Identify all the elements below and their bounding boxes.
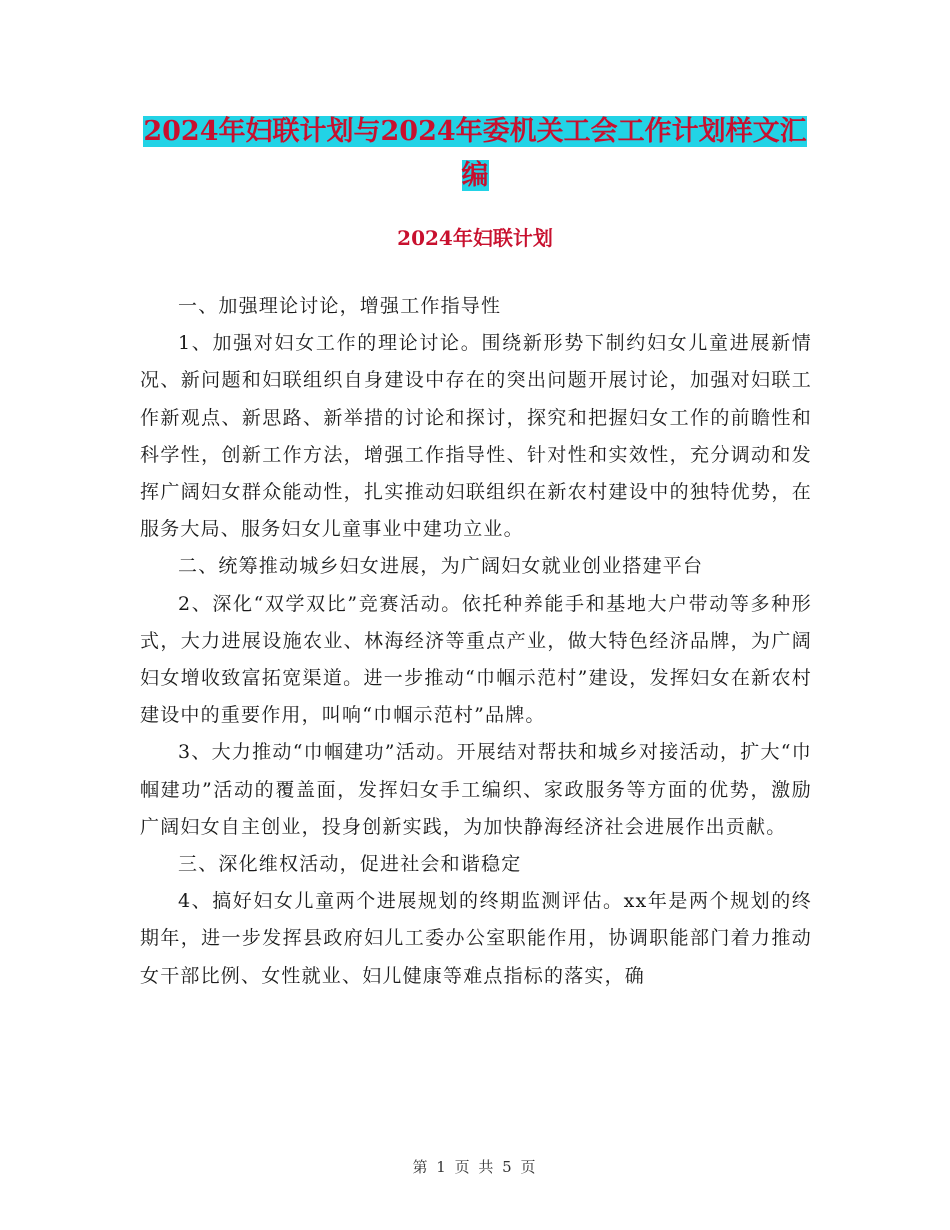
body-text: [140, 288, 812, 995]
heading-3: 三、深化维权活动，促进社会和谐稳定: [178, 853, 522, 876]
paragraph-2: 2、深化“双学双比”竞赛活动。依托种养能手和基地大户带动等多种形式，大力进展设施农业、林海经济等重点产业，做大特色经济品牌，为广阔妇女增收致富拓宽渠道。进一步推动“巾帼示范村”建设，发挥妇女在新农村建设中的重要作用，叫响“巾帼示范村”品牌。: [140, 592, 812, 727]
title-line-1: 2024年妇联计划与2024年委机关工会工作计划样文汇: [143, 116, 807, 147]
paragraph-1: 1、加强对妇女工作的理论讨论。围绕新形势下制约妇女儿童进展新情况、新问题和妇联组织自身建设中存在的突出问题开展讨论，加强对妇联工作新观点、新思路、新举措的讨论和探讨，探究和把握妇女工作的前瞻性和科学性，创新工作方法，增强工作指导性、针对性和实效性，充分调动和发挥广阔妇女群众能动性，扎实推动妇联组织在新农村建设中的独特优势，在服务大局、服务妇女儿童事业中建功立业。: [140, 332, 812, 541]
page-footer: 第 1 页 共 5 页: [412, 1158, 538, 1176]
title-line-2: 编: [461, 160, 489, 191]
section-title: 2024年妇联计划: [397, 226, 553, 250]
paragraph-4: 4、搞好妇女儿童两个进展规划的终期监测评估。xx年是两个规划的终期年，进一步发挥县政府妇儿工委办公室职能作用，协调职能部门着力推动女干部比例、女性就业、妇儿健康等难点指标的落实，确: [140, 890, 812, 987]
heading-1: 一、加强理论讨论，增强工作指导性: [178, 295, 502, 317]
heading-2: 二、统筹推动城乡妇女进展，为广阔妇女就业创业搭建平台: [178, 555, 704, 578]
paragraph-3: 3、大力推动“巾帼建功”活动。开展结对帮扶和城乡对接活动，扩大“巾帼建功”活动的覆盖面，发挥妇女手工编织、家政服务等方面的优势，激励广阔妇女自主创业，投身创新实践，为加快静海经济社会进展作出贡献。: [140, 741, 812, 838]
document-title: [140, 110, 810, 198]
